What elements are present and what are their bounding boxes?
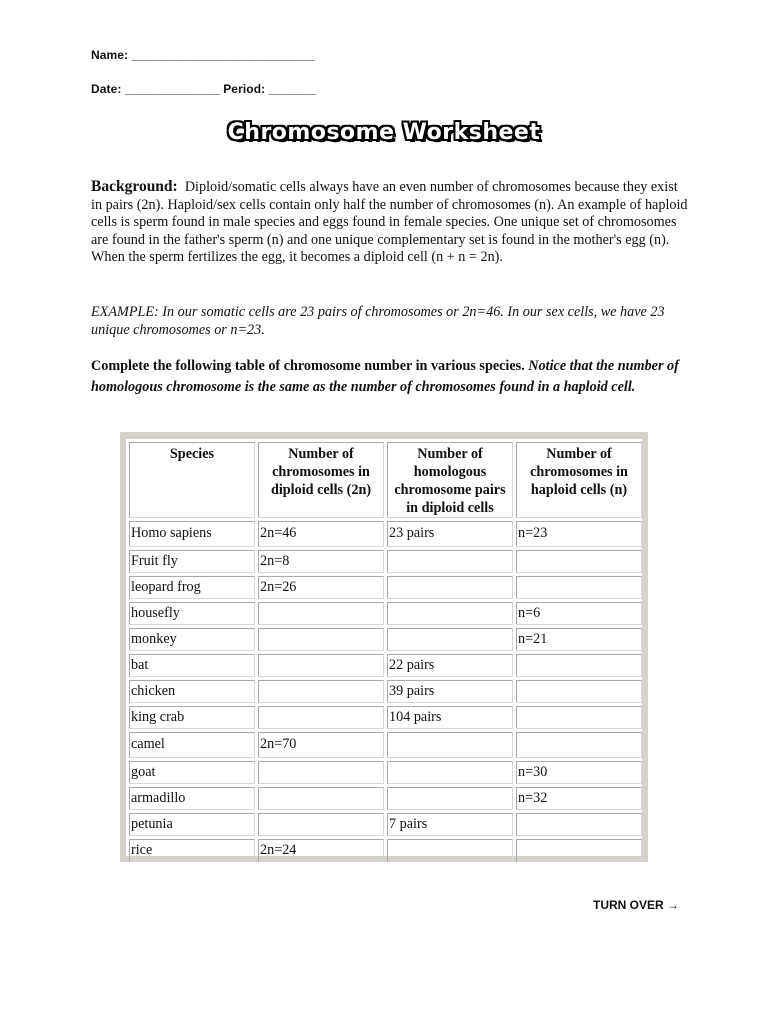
name-field-line[interactable]: Name: ___________________________	[91, 48, 315, 62]
diploid-cell: 2n=26	[258, 576, 384, 599]
table-body	[129, 521, 642, 862]
table-row	[129, 628, 642, 651]
haploid-cell: n=23	[516, 521, 642, 547]
instructions-bold: Complete the following table of chromosome number in various species.	[91, 358, 529, 374]
turn-over-label: TURN OVER →	[593, 898, 680, 912]
diploid-cell: 2n=8	[258, 550, 384, 573]
chromosome-table-frame	[120, 432, 648, 862]
homologous-pairs-cell[interactable]	[387, 602, 513, 625]
diploid-cell: 2n=24	[258, 839, 384, 862]
haploid-cell[interactable]	[516, 654, 642, 677]
header-species: Species	[129, 442, 255, 518]
haploid-cell[interactable]	[516, 732, 642, 758]
haploid-cell[interactable]	[516, 839, 642, 862]
homologous-pairs-cell: 39 pairs	[387, 680, 513, 703]
species-cell: king crab	[129, 706, 255, 729]
diploid-cell: 2n=70	[258, 732, 384, 758]
header-homologous-pairs: Number of homologous chromosome pairs in diploid cells	[387, 442, 513, 518]
table-row	[129, 732, 642, 758]
species-cell: goat	[129, 761, 255, 784]
diploid-cell[interactable]	[258, 680, 384, 703]
species-cell: Homo sapiens	[129, 521, 255, 547]
diploid-cell[interactable]	[258, 761, 384, 784]
diploid-cell[interactable]	[258, 706, 384, 729]
table-row	[129, 706, 642, 729]
table-row	[129, 521, 642, 547]
diploid-cell[interactable]	[258, 628, 384, 651]
table-row	[129, 654, 642, 677]
diploid-cell[interactable]	[258, 654, 384, 677]
diploid-cell[interactable]	[258, 602, 384, 625]
instructions-paragraph	[91, 356, 691, 398]
page-title: Chromosome Worksheet	[227, 120, 541, 145]
background-text: Diploid/somatic cells always have an even number of chromosomes because they exist in pairs (2n). Haploid/sex cells contain only half the number of chromosomes (n). An example of haploid cells is sperm found in male species and eggs found in female species. One unique set of chromosomes are found in the father's sperm (n) and one unique complementary set is found in the mother's egg (n). When the sperm fertilizes the egg, it becomes a diploid cell (n + n = 2n).	[91, 179, 688, 266]
haploid-cell[interactable]	[516, 576, 642, 599]
table-row	[129, 787, 642, 810]
species-cell: petunia	[129, 813, 255, 836]
haploid-cell[interactable]	[516, 813, 642, 836]
haploid-cell: n=6	[516, 602, 642, 625]
species-cell: monkey	[129, 628, 255, 651]
table-row	[129, 550, 642, 573]
background-label: Background:	[91, 178, 178, 195]
header-haploid: Number of chromosomes in haploid cells (n)	[516, 442, 642, 518]
haploid-cell[interactable]	[516, 706, 642, 729]
haploid-cell: n=32	[516, 787, 642, 810]
background-paragraph	[91, 178, 691, 267]
table-row	[129, 813, 642, 836]
homologous-pairs-cell[interactable]	[387, 787, 513, 810]
species-cell: rice	[129, 839, 255, 862]
date-period-field-line[interactable]: Date: ______________ Period: _______	[91, 82, 317, 96]
homologous-pairs-cell: 7 pairs	[387, 813, 513, 836]
diploid-cell[interactable]	[258, 813, 384, 836]
table-row	[129, 839, 642, 862]
homologous-pairs-cell[interactable]	[387, 732, 513, 758]
species-cell: armadillo	[129, 787, 255, 810]
diploid-cell: 2n=46	[258, 521, 384, 547]
species-cell: camel	[129, 732, 255, 758]
table-row	[129, 576, 642, 599]
haploid-cell: n=30	[516, 761, 642, 784]
table-header-row	[129, 442, 642, 518]
species-cell: bat	[129, 654, 255, 677]
homologous-pairs-cell: 23 pairs	[387, 521, 513, 547]
species-cell: Fruit fly	[129, 550, 255, 573]
species-cell: housefly	[129, 602, 255, 625]
instructions-italic: Notice that the number of homologous chromosome is the same as the number of chromosomes found in a haploid cell.	[91, 358, 679, 395]
species-cell: chicken	[129, 680, 255, 703]
example-paragraph: EXAMPLE: In our somatic cells are 23 pairs of chromosomes or 2n=46. In our sex cells, we have 23 unique chromosomes or n=23.	[91, 304, 665, 338]
haploid-cell[interactable]	[516, 550, 642, 573]
homologous-pairs-cell[interactable]	[387, 839, 513, 862]
homologous-pairs-cell[interactable]	[387, 761, 513, 784]
diploid-cell[interactable]	[258, 787, 384, 810]
homologous-pairs-cell[interactable]	[387, 550, 513, 573]
header-diploid: Number of chromosomes in diploid cells (2n)	[258, 442, 384, 518]
haploid-cell[interactable]	[516, 680, 642, 703]
table-row	[129, 680, 642, 703]
homologous-pairs-cell: 22 pairs	[387, 654, 513, 677]
chromosome-table	[126, 439, 645, 865]
homologous-pairs-cell[interactable]	[387, 576, 513, 599]
species-cell: leopard frog	[129, 576, 255, 599]
homologous-pairs-cell[interactable]	[387, 628, 513, 651]
haploid-cell: n=21	[516, 628, 642, 651]
table-row	[129, 602, 642, 625]
table-row	[129, 761, 642, 784]
homologous-pairs-cell: 104 pairs	[387, 706, 513, 729]
